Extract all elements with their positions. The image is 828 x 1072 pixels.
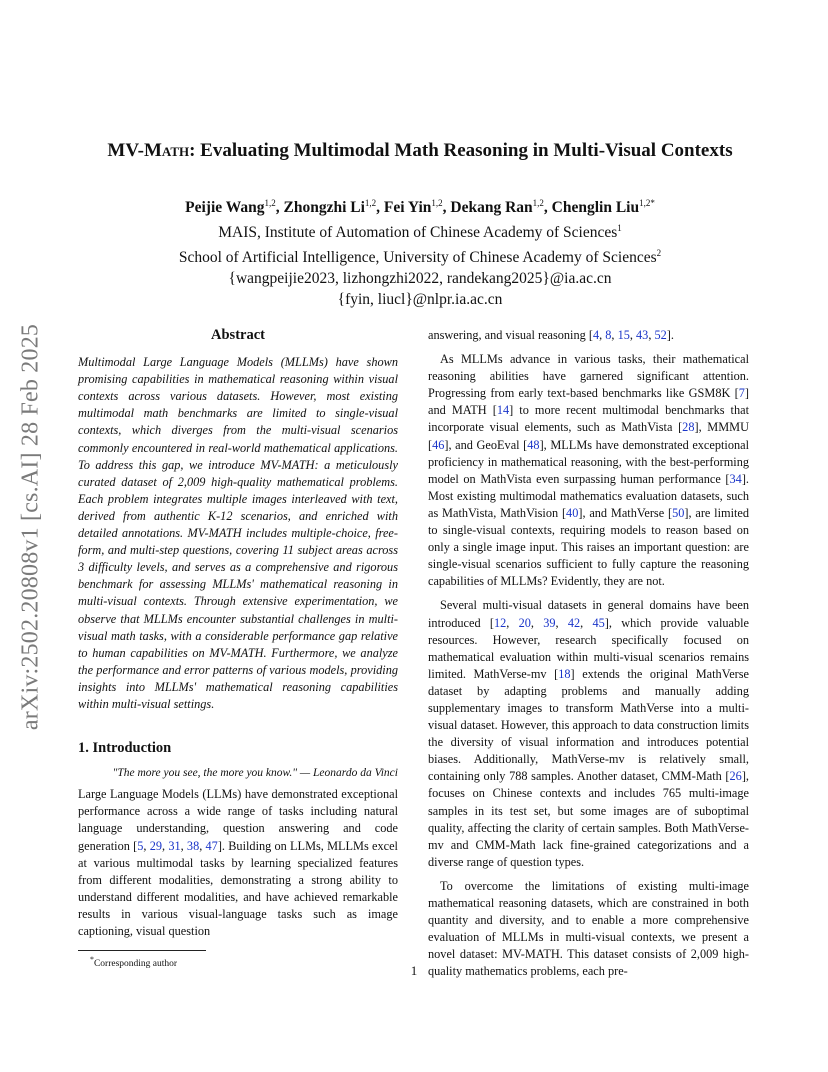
citation-link[interactable]: 46 bbox=[432, 437, 445, 452]
author-name: Chenglin Liu bbox=[551, 199, 640, 217]
citation-link[interactable]: 50 bbox=[672, 505, 685, 520]
citation-link[interactable]: 47 bbox=[205, 838, 218, 853]
introduction-paragraph-1: Large Language Models (LLMs) have demonstrated exceptional performance across a wide range of tasks including natural language understanding, question answering and code generation [5, 29, 31, 38, 47]. Building on LLMs, MLLMs excel at various multimodal tasks by learning specialized features from different modalities, demonstrating a strong ability to understand different modalities, and have achieved remarkable results in various visual-language tasks such as image captioning, visual question bbox=[78, 787, 398, 938]
author-name: Fei Yin bbox=[383, 199, 432, 217]
citation-link[interactable]: 34 bbox=[729, 471, 742, 486]
affiliation-2: School of Artificial Intelligence, University of Chinese Academy of Sciences$^2$ bbox=[178, 248, 662, 267]
left-column bbox=[78, 327, 398, 970]
footnote: *Corresponding author bbox=[90, 955, 178, 970]
citation-link[interactable]: 42 bbox=[567, 615, 581, 630]
paper-title bbox=[70, 140, 770, 162]
citation-link[interactable]: 15 bbox=[617, 328, 630, 342]
title-rest: : Evaluating Multimodal Math Reasoning in Multi-Visual Contexts bbox=[189, 140, 733, 161]
citation-link[interactable]: 29 bbox=[149, 838, 162, 853]
email-line-1: {wangpeijie2023, lizhongzhi2022, randekang2025}@ia.ac.cn bbox=[228, 270, 612, 288]
citation-link[interactable]: 5 bbox=[137, 838, 144, 853]
citation-link[interactable]: 12 bbox=[493, 615, 507, 630]
right-column bbox=[428, 327, 749, 980]
affiliation-1: MAIS, Institute of Automation of Chinese Academy of Sciences$^1$ bbox=[218, 223, 622, 242]
citation-link[interactable]: 31 bbox=[168, 838, 181, 853]
author-name: Peijie Wang bbox=[185, 199, 265, 217]
title-prefix: MV-Math bbox=[107, 140, 190, 161]
arxiv-identifier-text: arXiv:2502.20808v1 [cs.AI] 28 Feb 2025 bbox=[17, 323, 44, 731]
footnote-divider bbox=[78, 950, 206, 951]
abstract-heading: Abstract bbox=[211, 327, 265, 343]
author-name: Dekang Ran bbox=[450, 199, 533, 217]
citation-link[interactable]: 4 bbox=[592, 328, 600, 342]
citation-link[interactable]: 45 bbox=[592, 615, 605, 630]
citation-link[interactable]: 28 bbox=[682, 420, 695, 435]
citation-link[interactable]: 18 bbox=[558, 666, 571, 681]
paragraph-continuation: answering, and visual reasoning [4, 8, 15, 43, 52]. bbox=[428, 328, 674, 342]
citation-link[interactable]: 20 bbox=[518, 615, 531, 630]
citation-link[interactable]: 7 bbox=[738, 386, 745, 401]
author-name: Zhongzhi Li bbox=[283, 199, 365, 217]
epigraph-quote: "The more you see, the more you know." — Leonardo da Vinci bbox=[112, 767, 398, 780]
citation-link[interactable]: 43 bbox=[636, 328, 649, 342]
author-list: Peijie Wang$^{1,2}$, Zhongzhi Li$^{1,2}$, Fei Yin$^{1,2}$, Dekang Ran$^{1,2}$, Chenglin Liu$^{1,2*}$ bbox=[185, 198, 655, 217]
author-affiliation-mark: 1,2 bbox=[431, 198, 443, 208]
author-affiliation-mark: 1,2 bbox=[264, 198, 276, 208]
author-affiliation-mark: 1,2* bbox=[639, 198, 655, 208]
citation-link[interactable]: 48 bbox=[527, 437, 540, 452]
body-paragraph-3: Several multi-visual datasets in general domains have been introduced [12, 20, 39, 42, 45], which provide valuable resources. However, research specifically focused on mathematical evaluation within multi-visual scenarios remains limited. MathVerse-mv [18] extends the original MathVerse dataset by adapting problems and manually adding supplementary images to transform MathVerse into a multi-visual dataset. However, this approach to data construction limits the diversity of visual information and introduces potential biases. Additionally, MathVerse-mv is relatively small, containing only 788 samples. Another dataset, CMM-Math [26], focuses on Chinese contexts and includes 765 multi-image samples in its test set, but some images are of suboptimal quality, affecting the clarity of certain samples. Both MathVerse-mv and CMM-Math lack fine-grained categorizations and a diverse range of question types. bbox=[428, 598, 750, 869]
page-number: 1 bbox=[410, 963, 418, 978]
introduction-heading: 1. Introduction bbox=[78, 740, 172, 757]
citation-link[interactable]: 8 bbox=[605, 328, 612, 342]
body-paragraph-2: As MLLMs advance in various tasks, their mathematical reasoning abilities have garnered significant attention. Progressing from early text-based benchmarks like GSM8K [7] and MATH [14] to more recent multimodal benchmarks that incorporate visual elements, such as MathVista [28], MMMU [46], and GeoEval [48], MLLMs have demonstrated exceptional proficiency in mathematical reasoning, with the best-performing model on MathVista even surpassing human performance [34]. Most existing multimodal mathematics evaluation datasets, such as MathVista, MathVision [40], and MathVerse [50], are limited to single-visual contexts, requiring models to reason based on only a single image input. This raises an important question: are single-visual scenarios sufficient to fully capture the reasoning capabilities of MLLMs? Evidently, they are not. bbox=[428, 352, 750, 589]
citation-link[interactable]: 40 bbox=[566, 505, 579, 520]
author-affiliation-mark: 1,2 bbox=[532, 198, 544, 208]
author-block bbox=[70, 193, 770, 310]
citation-link[interactable]: 52 bbox=[654, 328, 667, 342]
citation-link[interactable]: 14 bbox=[496, 403, 510, 418]
citation-link[interactable]: 39 bbox=[543, 615, 556, 630]
abstract-body: Multimodal Large Language Models (MLLMs) have shown promising capabilities in mathematical reasoning within visual contexts across various datasets. However, most existing multimodal math benchmarks are limited to single-visual contexts, which diverges from the multi-visual scenarios commonly encountered in real-world mathematical applications. To address this gap, we introduce MV-MATH: a meticulously curated dataset of 2,009 high-quality mathematical problems. Each problem integrates multiple images interleaved with text, derived from authentic K-12 scenarios, and enriched with detailed annotations. MV-MATH includes multiple-choice, free-form, and multi-step questions, covering 11 subject areas across 3 difficulty levels, and serves as a comprehensive and rigorous benchmark for assessing MLLMs' mathematical reasoning in multi-visual contexts. Through extensive experimentation, we observe that MLLMs encounter substantial challenges in multi-visual math tasks, with a considerable performance gap relative to human capabilities on MV-MATH. Furthermore, we analyze the performance and error patterns of various models, providing insights into MLLMs' mathematical reasoning capabilities within multi-visual settings. bbox=[78, 355, 398, 711]
citation-link[interactable]: 38 bbox=[186, 838, 200, 853]
citation-link[interactable]: 26 bbox=[729, 769, 742, 784]
email-line-2: {fyin, liucl}@nlpr.ia.ac.cn bbox=[337, 291, 503, 309]
arxiv-identifier bbox=[14, 292, 48, 762]
body-paragraph-4: To overcome the limitations of existing multi-image mathematical reasoning datasets, which are constrained in both quantity and diversity, and to enable a more comprehensive evaluation of MLLMs in multi-visual contexts, we present a novel dataset: MV-MATH. This dataset consists of 2,009 high-quality mathematics problems, each pre- bbox=[428, 878, 749, 979]
author-affiliation-mark: 1,2 bbox=[364, 198, 377, 208]
